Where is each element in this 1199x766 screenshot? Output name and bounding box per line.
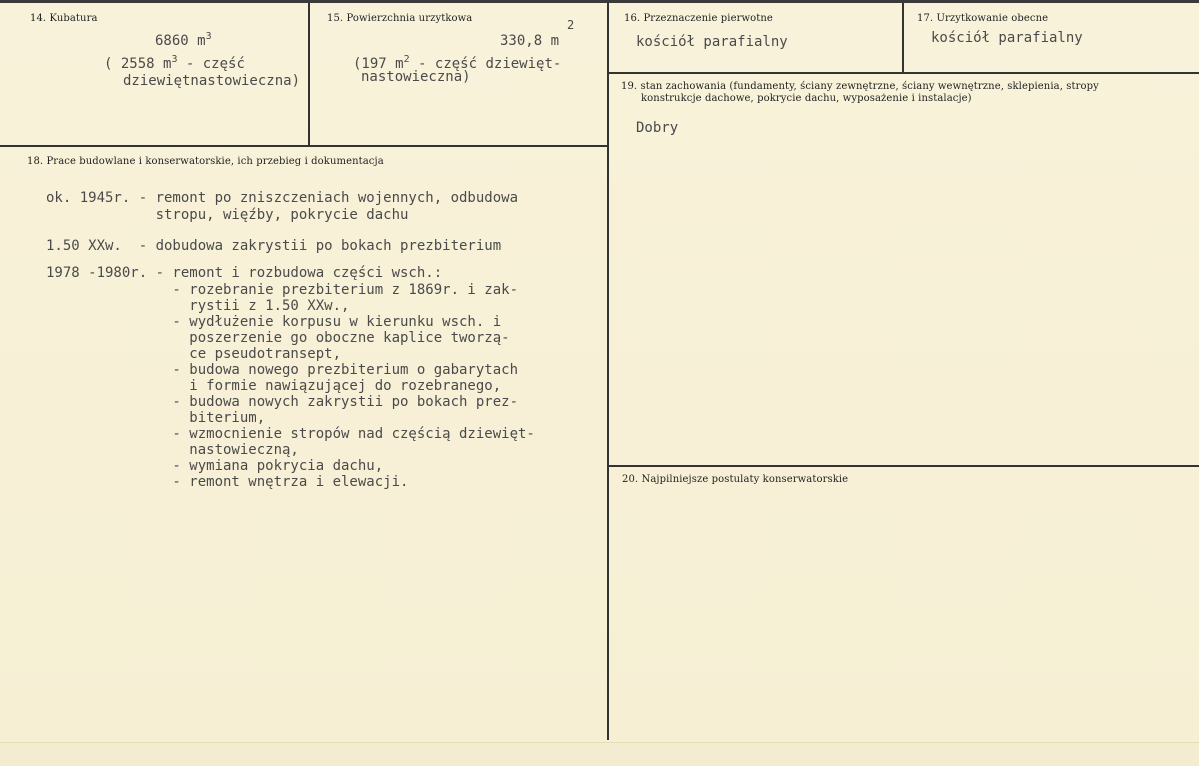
field-16-value: kościół parafialny — [636, 34, 788, 50]
field-18-line: nastowieczną, — [46, 442, 299, 458]
field-19-label-line2: konstrukcje dachowe, pokrycie dachu, wyposażenie i instalacje) — [641, 93, 972, 104]
field-18-line: stropu, więźby, pokrycie dachu — [46, 207, 409, 223]
field-14-sup2: 3 — [171, 54, 178, 65]
field-14-line2 — [104, 56, 245, 74]
field-15-sup2: 2 — [403, 54, 410, 65]
field-18-line: ce pseudotransept, — [46, 346, 342, 362]
field-18-line: - wymiana pokrycia dachu, — [46, 458, 384, 474]
field-14-line1 — [155, 33, 212, 51]
field-15-label: 15. Powierzchnia urzytkowa — [327, 13, 473, 24]
field-15-line3: nastowieczna) — [361, 69, 471, 85]
field-18-line: poszerzenie go oboczne kaplice tworzą- — [46, 330, 510, 346]
field-18-line: - rozebranie prezbiterium z 1869r. i zak- — [46, 282, 519, 298]
bottom-edge — [0, 742, 1199, 766]
field-14-volume-part-b: - część — [177, 56, 245, 72]
field-19-value: Dobry — [636, 120, 679, 136]
field-15-area: 330,8 m — [500, 33, 560, 49]
field-14-volume-part-a: ( 2558 m — [104, 56, 172, 72]
field-15-sup: 2 — [567, 18, 575, 32]
field-18-line: - budowa nowego prezbiterium o gabarytach — [46, 362, 519, 378]
field-15-area-part-b: - część dziewięt- — [409, 56, 562, 72]
divider-19-20 — [608, 465, 1199, 467]
field-18-line: rystii z 1.50 XXw., — [46, 298, 350, 314]
field-18-line: biterium, — [46, 410, 266, 426]
field-18-entries — [46, 190, 606, 490]
field-14-line3: dziewiętnastowieczna) — [123, 73, 301, 89]
divider-main — [607, 3, 609, 740]
field-17-value: kościół parafialny — [931, 30, 1083, 46]
field-18-line: i formie nawiązującej do rozebranego, — [46, 378, 502, 394]
top-border — [0, 0, 1199, 3]
field-14-sup1: 3 — [205, 31, 212, 42]
field-20-label: 20. Najpilniejsze postulaty konserwatorskie — [622, 474, 849, 485]
divider-under-16-17 — [608, 72, 1199, 74]
field-18-line: 1.50 XXw. - dobudowa zakrystii po bokach prezbiterium — [46, 238, 502, 254]
field-18-line: - remont wnętrza i elewacji. — [46, 474, 409, 490]
field-18-line: ok. 1945r. - remont po zniszczeniach wojennych, odbudowa — [46, 190, 519, 206]
field-15-area-part-a: (197 m — [353, 56, 404, 72]
field-18-line: - budowa nowych zakrystii po bokach prez- — [46, 394, 519, 410]
field-18-line: 1978 -1980r. - remont i rozbudowa części wsch.: — [46, 265, 443, 281]
field-19-label-line1: 19. stan zachowania (fundamenty, ściany zewnętrzne, ściany wewnętrzne, sklepienia, stropy — [621, 81, 1099, 92]
divider-14-15 — [308, 3, 310, 145]
field-18-line: - wzmocnienie stropów nad częścią dziewięt- — [46, 426, 535, 442]
field-14-volume: 6860 m — [155, 33, 206, 49]
field-18-line: - wydłużenie korpusu w kierunku wsch. i — [46, 314, 502, 330]
divider-under-14-15 — [0, 145, 609, 147]
divider-16-17 — [902, 3, 904, 73]
field-18-label: 18. Prace budowlane i konserwatorskie, ich przebieg i dokumentacja — [27, 156, 384, 167]
field-14-label: 14. Kubatura — [30, 13, 98, 24]
field-17-label: 17. Urzytkowanie obecne — [917, 13, 1049, 24]
field-16-label: 16. Przeznaczenie pierwotne — [624, 13, 773, 24]
